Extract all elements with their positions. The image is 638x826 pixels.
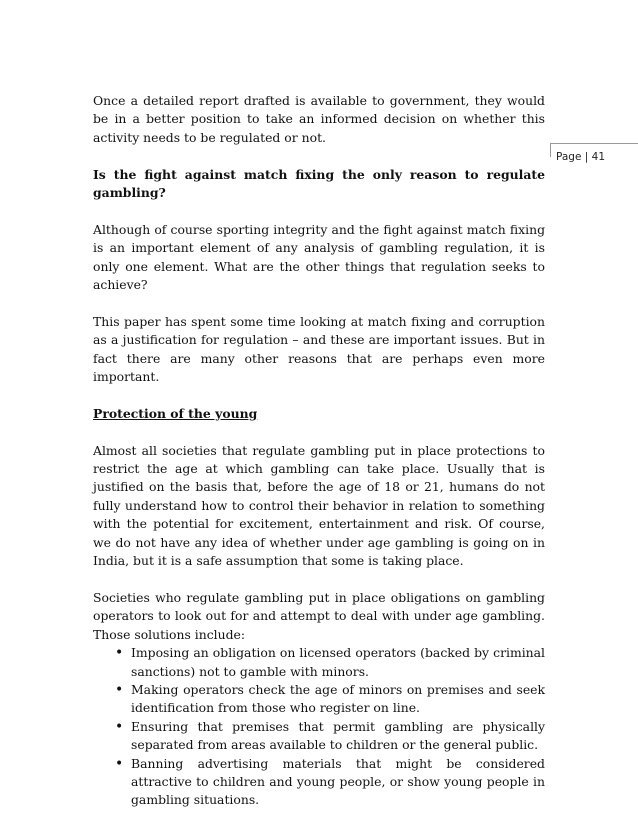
list-item: • Ensuring that premises that permit gambling are physically separated from areas available to children or the general public.: [131, 718, 545, 755]
document-body: [93, 92, 545, 810]
list-item: • Making operators check the age of minors on premises and seek identification from those who register on line.: [131, 681, 545, 718]
page-number: Page | 41: [556, 151, 605, 163]
list-item: • Imposing an obligation on licensed operators (backed by criminal sanctions) not to gamble with minors.: [131, 644, 545, 681]
paragraph-match-fixing: This paper has spent some time looking at match fixing and corruption as a justification for regulation – and these are important issues. But in fact there are many other reasons that are perhaps even more important.: [93, 313, 545, 385]
paragraph-obligations: Societies who regulate gambling put in place obligations on gambling operators to look out for and attempt to deal with under age gambling. Those solutions include:: [93, 589, 545, 642]
subheading-protection-young: Protection of the young: [93, 405, 258, 421]
paragraph-sporting-integrity: Although of course sporting integrity and the fight against match fixing is an important element of any analysis of gambling regulation, it is only one element. What are the other things that regulation seeks to achieve?: [93, 221, 545, 293]
list-item: • Banning advertising materials that might be considered attractive to children and young people, or show young people in gambling situations.: [131, 755, 545, 810]
solutions-list: [93, 644, 545, 810]
section-heading: Is the fight against match fixing the only reason to regulate gambling?: [93, 166, 545, 201]
paragraph-report: Once a detailed report drafted is available to government, they would be in a better position to take an informed decision on whether this activity needs to be regulated or not.: [93, 93, 545, 145]
page-number-underline: [550, 143, 638, 144]
paragraph-age-restriction: Almost all societies that regulate gambling put in place protections to restrict the age at which gambling can take place. Usually that is justified on the basis that, before the age of 18 or 21, humans do not fully understand how to control their behavior in relation to something with the potential for excitement, entertainment and risk. Of course, we do not have any idea of whether under age gambling is going on in India, but it is a safe assumption that some is taking place.: [93, 442, 545, 569]
